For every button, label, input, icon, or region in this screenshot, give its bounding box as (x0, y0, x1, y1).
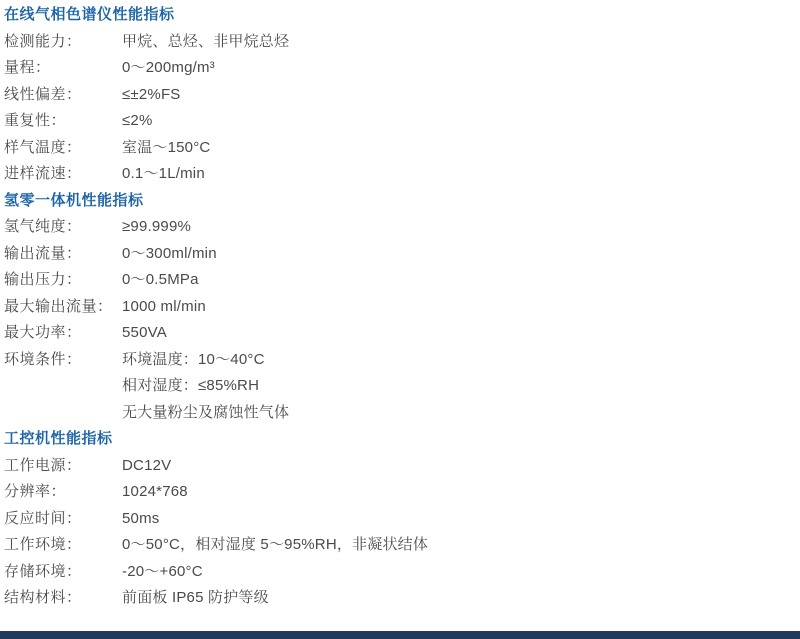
spec-label: 环境条件： (4, 350, 82, 368)
spec-value-line: 1000 ml/min (122, 297, 206, 315)
spec-value (122, 320, 800, 347)
spec-label: 最大输出流量： (4, 297, 113, 315)
spec-row (4, 532, 800, 559)
spec-label: 工作电源： (4, 456, 82, 474)
footer-bar (0, 631, 800, 639)
spec-value-line: ≤2% (122, 112, 153, 129)
spec-value (122, 453, 800, 480)
spec-row-environment-conditions (4, 347, 800, 427)
spec-value (122, 161, 800, 188)
spec-row (4, 135, 800, 162)
spec-value (122, 347, 800, 427)
spec-value (122, 294, 800, 321)
spec-value-line: 无大量粉尘及腐蚀性气体 (122, 403, 290, 421)
spec-label: 存储环境： (4, 562, 82, 580)
spec-row (4, 320, 800, 347)
spec-value (122, 241, 800, 268)
spec-value-line: 0～50°C，相对湿度 5～95%RH，非凝状结体 (122, 536, 429, 553)
spec-value (122, 532, 800, 559)
spec-value-line: DC12V (122, 456, 172, 474)
section-title-industrial-pc: 工控机性能指标 (4, 430, 113, 447)
spec-row (4, 585, 800, 612)
spec-label: 重复性： (4, 112, 67, 129)
spec-value (122, 506, 800, 533)
spec-label: 工作环境： (4, 536, 82, 553)
spec-value (122, 267, 800, 294)
spec-label: 样气温度： (4, 138, 82, 156)
spec-value-line: -20～+60°C (122, 562, 203, 580)
spec-value-line: 0～200mg/m³ (122, 59, 215, 76)
spec-value-line: 前面板 IP65 防护等级 (122, 589, 269, 606)
spec-value (122, 585, 800, 612)
spec-value (122, 479, 800, 506)
spec-label: 输出流量： (4, 244, 82, 262)
spec-row (4, 479, 800, 506)
section-title-hydrogen-zero-unit: 氢零一体机性能指标 (4, 191, 144, 209)
spec-value-line: 1024*768 (122, 483, 188, 500)
spec-value-line: 0～0.5MPa (122, 271, 199, 288)
spec-row (4, 82, 800, 109)
spec-value (122, 108, 800, 135)
spec-row (4, 267, 800, 294)
spec-row (4, 214, 800, 241)
spec-label: 最大功率： (4, 324, 82, 341)
section-title-gas-chromatograph: 在线气相色谱仪性能指标 (4, 6, 175, 23)
spec-value-line: 0～300ml/min (122, 244, 217, 262)
spec-value-line: 550VA (122, 324, 167, 341)
spec-value (122, 214, 800, 241)
spec-row (4, 161, 800, 188)
spec-value-line: 环境温度：10～40°C (122, 350, 265, 368)
spec-row (4, 55, 800, 82)
spec-row (4, 29, 800, 56)
spec-value (122, 29, 800, 56)
spec-row (4, 559, 800, 586)
spec-value-line: ≤±2%FS (122, 85, 181, 103)
spec-value (122, 135, 800, 162)
spec-value-line: 50ms (122, 509, 160, 527)
spec-row (4, 108, 800, 135)
spec-label: 反应时间： (4, 509, 82, 527)
spec-value-line: 相对湿度：≤85%RH (122, 377, 260, 394)
spec-value (122, 559, 800, 586)
spec-value-line: ≥99.999% (122, 218, 192, 235)
spec-label: 量程： (4, 59, 51, 76)
spec-label: 检测能力： (4, 32, 82, 50)
spec-label: 氢气纯度： (4, 218, 82, 235)
spec-label: 分辨率： (4, 483, 67, 500)
spec-row (4, 294, 800, 321)
spec-row (4, 453, 800, 480)
spec-value (122, 82, 800, 109)
spec-value-line: 甲烷、总烃、非甲烷总烃 (122, 32, 290, 50)
spec-value-line: 室温～150°C (122, 138, 211, 156)
spec-label: 进样流速： (4, 165, 82, 182)
spec-label: 结构材料： (4, 589, 82, 606)
spec-row (4, 241, 800, 268)
spec-row (4, 506, 800, 533)
spec-label: 输出压力： (4, 271, 82, 288)
spec-label: 线性偏差： (4, 85, 82, 103)
spec-value-line: 0.1～1L/min (122, 165, 205, 182)
spec-value (122, 55, 800, 82)
